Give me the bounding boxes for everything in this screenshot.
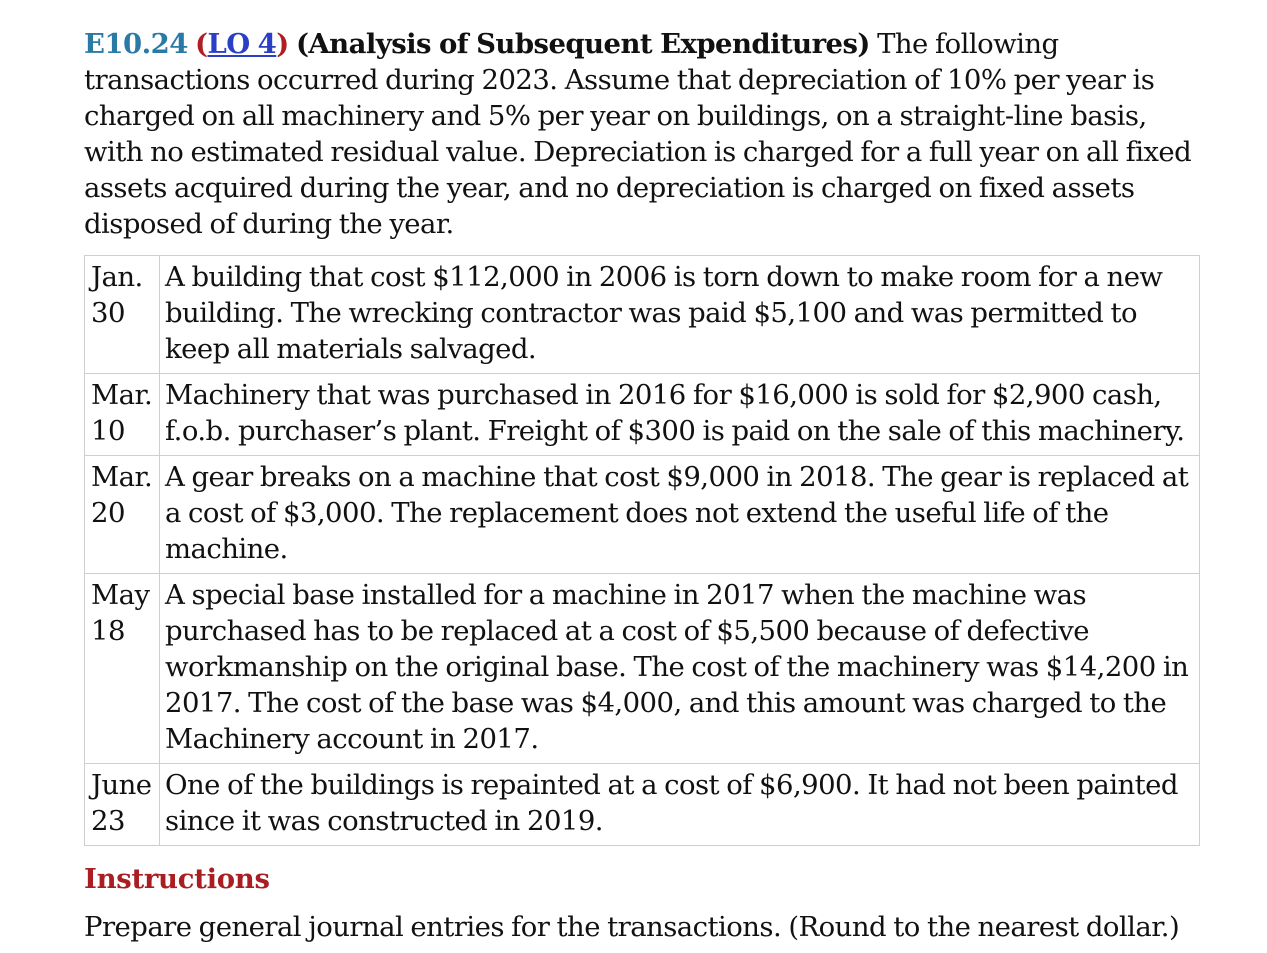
transaction-description: A gear breaks on a machine that cost $9,000 in 2018. The gear is replaced at a cost of $3,000. The replacement does not extend the useful life of the machine. — [160, 456, 1200, 574]
exercise-title: (Analysis of Subsequent Expenditures) — [295, 28, 870, 60]
transaction-description: One of the buildings is repainted at a cost of $6,900. It had not been painted since it was constructed in 2019. — [160, 764, 1200, 846]
exercise-number: E10.24 — [84, 28, 188, 60]
instructions-text: Prepare general journal entries for the transactions. (Round to the nearest dollar.) — [84, 911, 1180, 943]
table-row — [85, 574, 1200, 764]
exercise-page — [84, 26, 1202, 945]
instructions-heading: Instructions — [84, 863, 270, 895]
learning-objective — [195, 28, 289, 60]
learning-objective-link[interactable]: LO 4 — [207, 28, 277, 60]
table-row — [85, 374, 1200, 456]
transaction-date: Mar. 10 — [85, 374, 160, 456]
exercise-intro-text: The following transactions occurred during 2023. Assume that depreciation of 10% per year is charged on all machinery and 5% per year on buildings, on a straight-line basis, with no estimated residual value. Depreciation is charged for a full year on all fixed assets acquired during the year, and no depreciation is charged on fixed assets disposed of during the year. — [84, 28, 1192, 240]
lo-close-paren: ) — [276, 28, 289, 60]
transaction-description: A special base installed for a machine in 2017 when the machine was purchased has to be replaced at a cost of $5,500 because of defective workmanship on the original base. The cost of the machinery was $14,200 in 2017. The cost of the base was $4,000, and this amount was charged to the Machinery account in 2017. — [160, 574, 1200, 764]
transaction-date: May 18 — [85, 574, 160, 764]
table-row — [85, 256, 1200, 374]
table-row — [85, 764, 1200, 846]
transaction-date: June 23 — [85, 764, 160, 846]
transaction-date: Jan. 30 — [85, 256, 160, 374]
transaction-description: A building that cost $112,000 in 2006 is torn down to make room for a new building. The wrecking contractor was paid $5,100 and was permitted to keep all materials salvaged. — [160, 256, 1200, 374]
exercise-intro — [84, 26, 1202, 242]
lo-open-paren: ( — [194, 28, 208, 60]
table-row — [85, 456, 1200, 574]
transactions-table — [84, 255, 1200, 846]
transaction-date: Mar. 20 — [85, 456, 160, 574]
transaction-description: Machinery that was purchased in 2016 for $16,000 is sold for $2,900 cash, f.o.b. purchaser’s plant. Freight of $300 is paid on the sale of this machinery. — [160, 374, 1200, 456]
